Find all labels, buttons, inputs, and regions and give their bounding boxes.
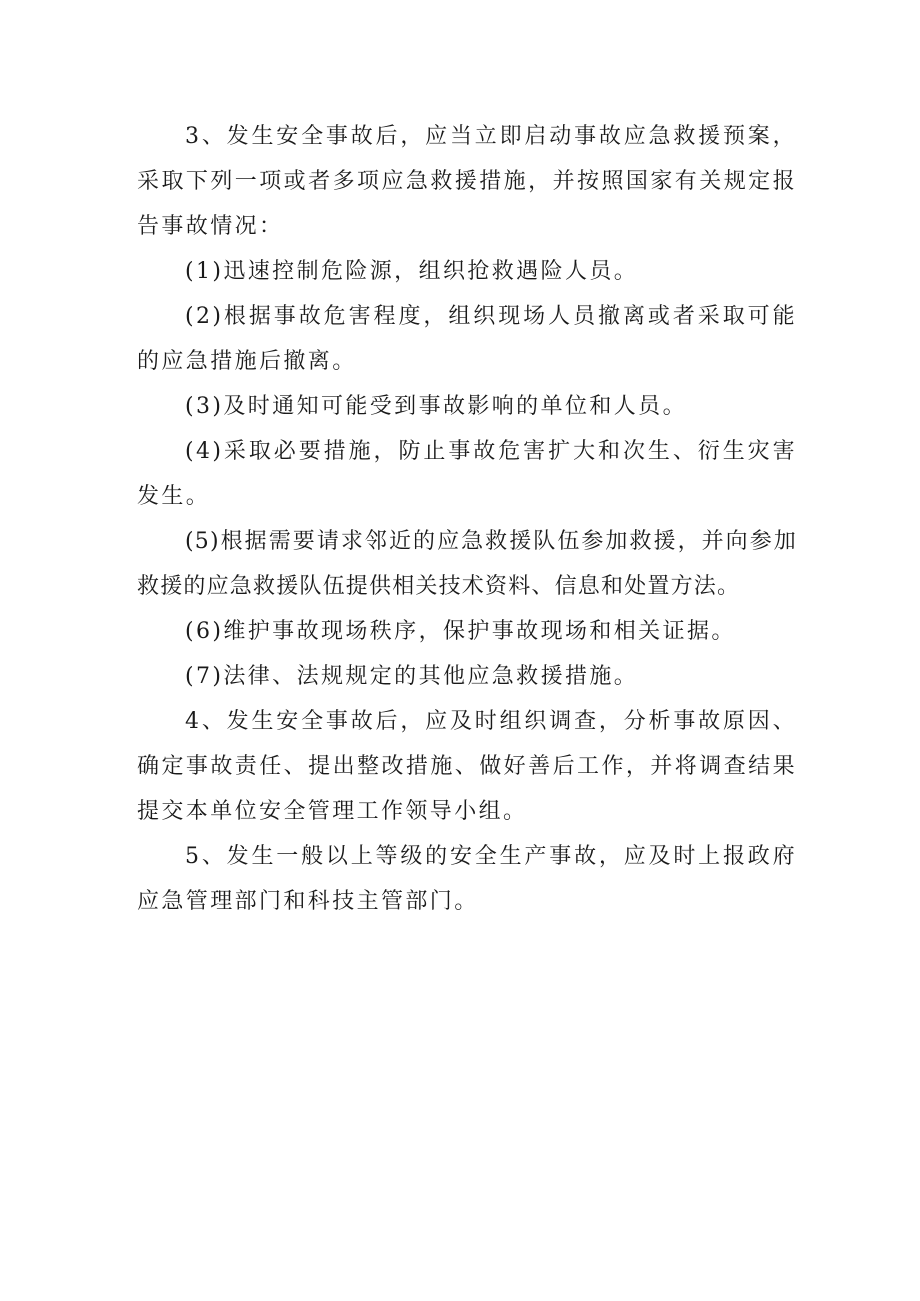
measure-item-3: (3)及时通知可能受到事故影响的单位和人员。: [185, 394, 687, 419]
measure-item-7: (7)法律、法规规定的其他应急救援措施。: [185, 664, 639, 689]
paragraph-item-4: 4、发生安全事故后，应及时组织调查，分析事故原因、确定事故责任、提出整改措施、做好善后工作，并将调查结果提交本单位安全管理工作领导小组。: [137, 709, 797, 824]
measure-item-6: (6)维护事故现场秩序，保护事故现场和相关证据。: [185, 619, 736, 644]
measure-item-5: (5)根据需要请求邻近的应急救援队伍参加救援，并向参加救援的应急救援队伍提供相关技术资料、信息和处置方法。: [137, 529, 797, 599]
measure-item-2: (2)根据事故危害程度，组织现场人员撤离或者采取可能的应急措施后撤离。: [137, 304, 797, 374]
measure-item-4: (4)采取必要措施，防止事故危害扩大和次生、衍生灾害发生。: [137, 439, 797, 509]
paragraph-item-5: 5、发生一般以上等级的安全生产事故，应及时上报政府应急管理部门和科技主管部门。: [137, 844, 797, 914]
measure-item-1: (1)迅速控制危险源，组织抢救遇险人员。: [185, 259, 639, 284]
paragraph-item-3: 3、发生安全事故后，应当立即启动事故应急救援预案，采取下列一项或者多项应急救援措施，并按照国家有关规定报告事故情况：: [137, 124, 797, 239]
document-body: [137, 114, 797, 924]
